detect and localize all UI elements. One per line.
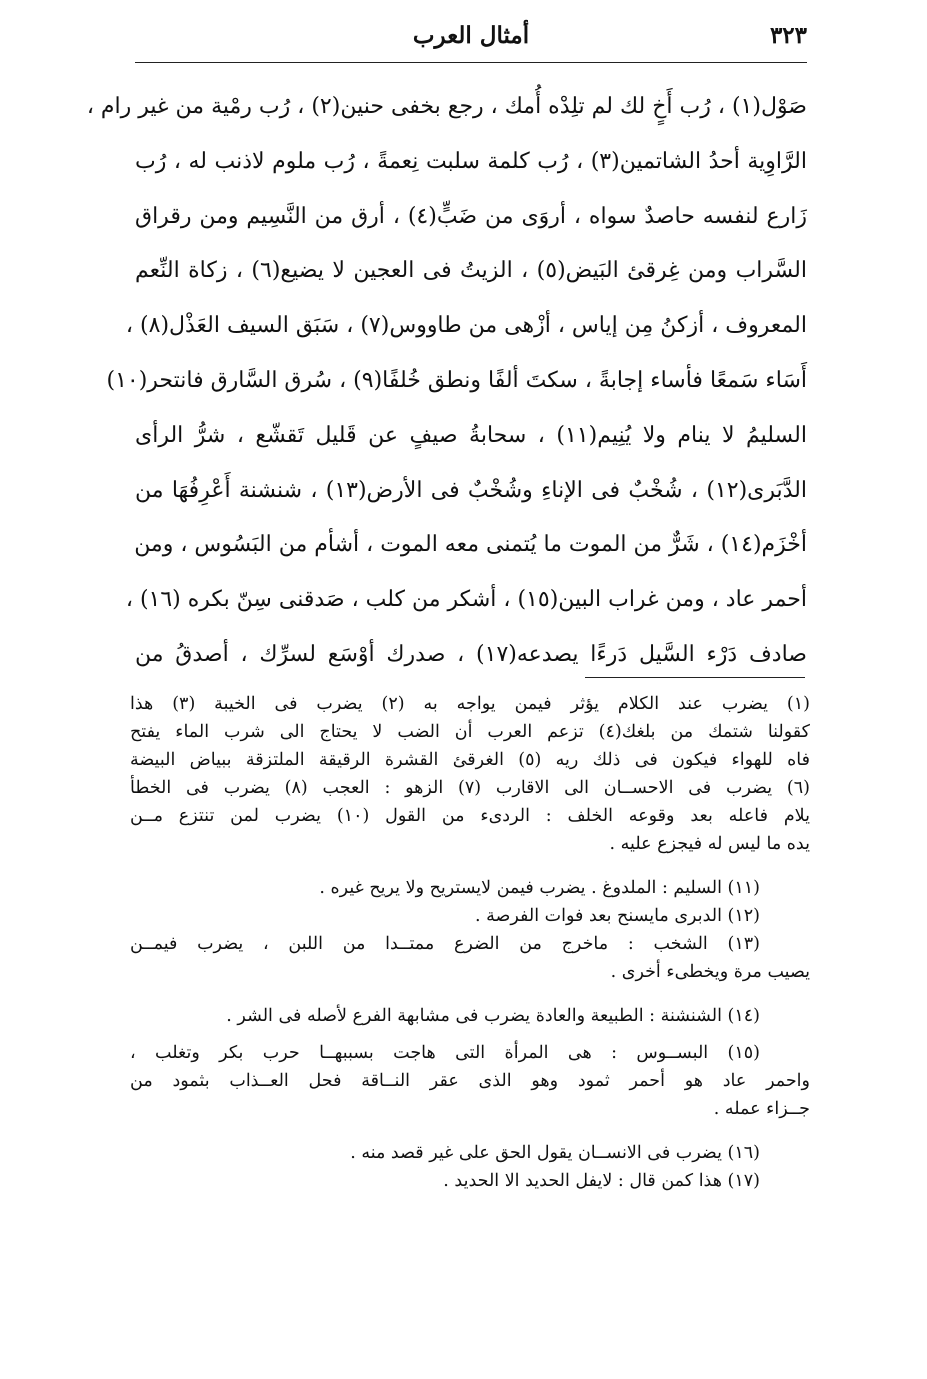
footnote-block xyxy=(130,1002,810,1030)
body-line: السليمُ لا ينام ولا يُنِيم(١١) ، سحابةُ صيفٍ عن قَليل تَقشّع ، شرُّ الرأى xyxy=(135,422,808,448)
body-line: أَسَاء سَمعًا فأساء إجابةً ، سكتَ ألفًا ونطق خُلفًا(٩) ، سُرق السَّارق فانتحر(١٠) xyxy=(106,367,807,393)
footnote-line: (١٧) هذا كمن قال : لايفل الحديد الا الحديد . xyxy=(443,1171,760,1191)
body-line: أحمر عاد ، ومن غراب البين(١٥) ، أشكر من كلب ، صَدقنى سِنّ بكره (١٦) ، xyxy=(125,587,807,613)
body-line: زَارع لنفسه حاصدٌ سواه ، أروَى من ضَبٍّ(٤) ، أرق من النَّسِيم ومن رقراق xyxy=(135,203,807,229)
footnote-line: (٦) يضرب فى الاحســان الى الاقارب (٧) الزهو : العجب (٨) يضرب فى الخطأ xyxy=(130,778,810,798)
footnote-line: (١١) السليم : الملدوغ . يضرب فيمن لايستريح ولا يريح غيره . xyxy=(319,878,760,898)
footnotes xyxy=(130,690,810,1195)
page-title: أمثال العرب xyxy=(412,22,530,49)
footnote-line: واحمر عاد هو أحمر ثمود وهو الذى عقر النــاقة فحل العــذاب بثمود من xyxy=(130,1071,810,1091)
footnote-line: (١٣) الشخب : ماخرج من الضرع ممتــدا من اللبن ، يضرب فيمــن xyxy=(130,934,760,954)
footnote-line: (١٥) البســوس : هى المرأة التى هاجت بسببهــا حرب بكر وتغلب ، xyxy=(130,1043,760,1063)
body-line: السَّراب ومن غِرقئ البَيض(٥) ، الزيتُ فى العجين لا يضيع(٦) ، زكاة النِّعم xyxy=(135,258,807,284)
footnote-line: (١) يضرب عند الكلام يؤثر فيمن يواجه به (٢) يضرب فى الخيبة (٣) هذا xyxy=(130,694,810,714)
body-line: صادف دَرْء السَّيل دَرءًا يصدعه(١٧) ، صدرك أوْسَع لسرِّك ، أصدقُ من xyxy=(135,641,807,667)
footnote-line: كقولنا شتمك من بلغك(٤) تزعم العرب أن الضب لا يحتاج الى شرب الماء يفتح xyxy=(130,722,810,742)
body-line: الدَّبَرى(١٢) ، شُخْبٌ فى الإناءِ وشُخْبٌ فى الأرض(١٣) ، شنشنة أَعْرِفُهَا من xyxy=(135,477,807,503)
footnote-line: يده ما ليس له فيجزع عليه . xyxy=(609,834,810,854)
body-line: الرَّاوِية أحدُ الشاتمين(٣) ، رُب كلمة سلبت نِعمةً ، رُب ملوم لاذنب له ، رُب xyxy=(135,148,807,174)
body-line: صَوْل(١) ، رُب أَخٍ لك لم تلِدْه أُمك ، رجع بخفى حنين(٢) ، رُب رمْية من غير رام ، xyxy=(86,94,807,119)
body-line: أخْزَم(١٤) ، شَرٌّ من الموت ما يُتمنى معه الموت ، أشأم من البَسُوس ، ومن xyxy=(134,532,807,558)
footnote-line: يصيب مرة ويخطىء أخرى . xyxy=(610,962,810,982)
footnote-block xyxy=(130,1039,810,1123)
footnote-divider xyxy=(585,677,805,678)
footnote-line: (١٦) يضرب فى الانســان يقول الحق على غير قصد منه . xyxy=(350,1143,760,1163)
page-number: ٣٢٣ xyxy=(769,22,807,49)
page-header xyxy=(135,18,807,58)
footnote-block xyxy=(130,874,810,986)
footnote-line: (١٤) الشنشنة : الطبيعة والعادة يضرب فى مشابهة الفرع لأصله فى الشر . xyxy=(226,1006,760,1026)
footnote-line: فاه للهواء فيكون فى ذلك ريه (٥) الغرقئ القشرة الرقيقة الملتزقة ببياض البيضة xyxy=(130,750,810,770)
footnote-line: جــزاء عمله . xyxy=(713,1099,810,1119)
footnote-line: يلام فاعله بعد وقوعه الخلف : الردىء من القول (١٠) يضرب لمن تنتزع مــن xyxy=(130,806,810,826)
body-line: المعروف ، أزكنُ مِن إياس ، أزْهى من طاووس(٧) ، سَبَق السيف العَذْل(٨) ، xyxy=(125,313,807,339)
footnote-block xyxy=(130,690,810,858)
header-divider xyxy=(135,62,807,63)
footnote-line: (١٢) الدبرى مايسنح بعد فوات الفرصة . xyxy=(475,906,760,926)
body-text xyxy=(86,80,808,683)
footnote-block xyxy=(130,1139,810,1195)
